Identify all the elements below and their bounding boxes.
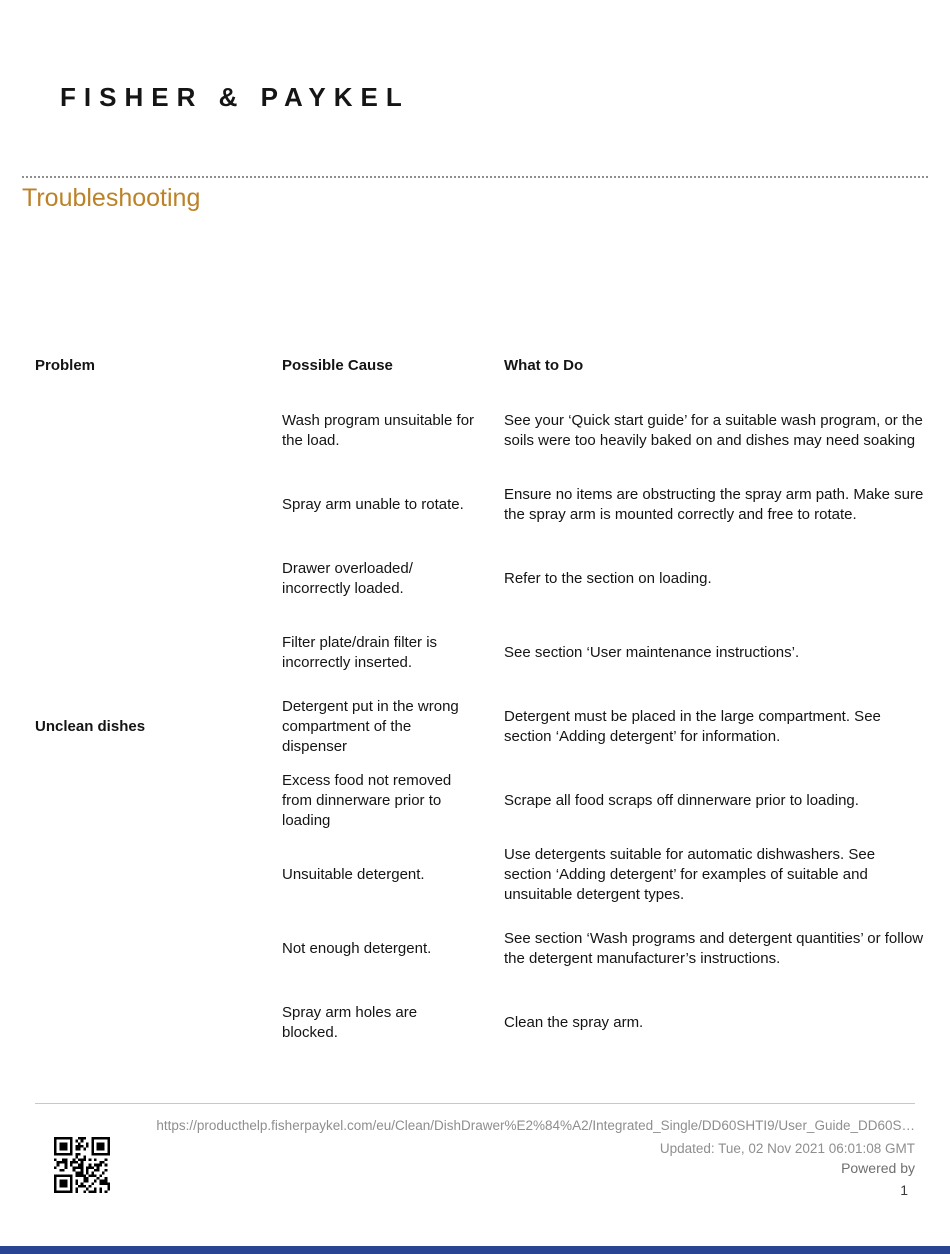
action-cell: See your ‘Quick start guide’ for a suitable wash program, or the soils were too heavily baked on and dishes may need soaking [504,412,923,450]
action-cell: Detergent must be placed in the large compartment. See section ‘Adding detergent’ for information. [504,708,881,746]
brand-logo: FISHER & PAYKEL [60,82,410,112]
action-cell: Use detergents suitable for automatic dishwashers. See section ‘Adding detergent’ for examples of suitable and unsuitable detergent types. [504,845,876,904]
action-cell: Clean the spray arm. [504,1014,644,1032]
table-row [282,616,928,690]
cause-cell: Spray arm unable to rotate. [282,496,464,514]
page-title: Troubleshooting [22,184,201,212]
action-cell: Ensure no items are obstructing the spray arm path. Make sure the spray arm is mounted correctly and free to rotate. [504,486,924,524]
dotted-divider [22,176,928,178]
cause-cell: Unsuitable detergent. [282,866,425,884]
table-rows [282,394,928,1060]
action-cell: Refer to the section on loading. [504,570,712,588]
cause-cell: Filter plate/drain filter is incorrectly inserted. [282,634,438,672]
page-number: 1 [900,1182,908,1198]
footer-divider [35,1103,915,1104]
cause-cell: Spray arm holes are blocked. [282,1004,418,1042]
cause-cell: Detergent put in the wrong compartment of the dispenser [282,697,459,756]
footer-powered-by: Powered by [841,1160,915,1176]
table-row [282,468,928,542]
table-row [282,764,928,838]
footer-source-url: https://producthelp.fisherpaykel.com/eu/Clean/DishDrawer%E2%84%A2/Integrated_Single/DD60SHTI9/User_Guide_DD60S… [156,1118,915,1133]
header-action: What to Do [504,357,584,374]
table-row [282,838,928,912]
action-cell: See section ‘Wash programs and detergent quantities’ or follow the detergent manufacturer’s instructions. [504,930,924,968]
footer-updated-timestamp: Updated: Tue, 02 Nov 2021 06:01:08 GMT [659,1141,915,1156]
table-row [282,912,928,986]
cause-cell: Wash program unsuitable for the load. [282,412,475,450]
table-row [282,394,928,468]
footer-accent-bar [0,1246,950,1254]
problem-cell: Unclean dishes [35,718,146,736]
header-problem: Problem [35,357,96,374]
cause-cell: Drawer overloaded/ incorrectly loaded. [282,560,413,598]
troubleshooting-table [35,356,928,1060]
table-body [35,394,928,1060]
table-row [282,690,928,764]
header-cause: Possible Cause [282,357,393,374]
table-row [282,986,928,1060]
action-cell: See section ‘User maintenance instructions’. [504,644,800,662]
qr-code-icon [54,1137,110,1193]
table-row [282,542,928,616]
table-header-row [35,356,928,376]
action-cell: Scrape all food scraps off dinnerware prior to loading. [504,792,859,810]
cause-cell: Not enough detergent. [282,940,432,958]
cause-cell: Excess food not removed from dinnerware prior to loading [282,771,452,830]
